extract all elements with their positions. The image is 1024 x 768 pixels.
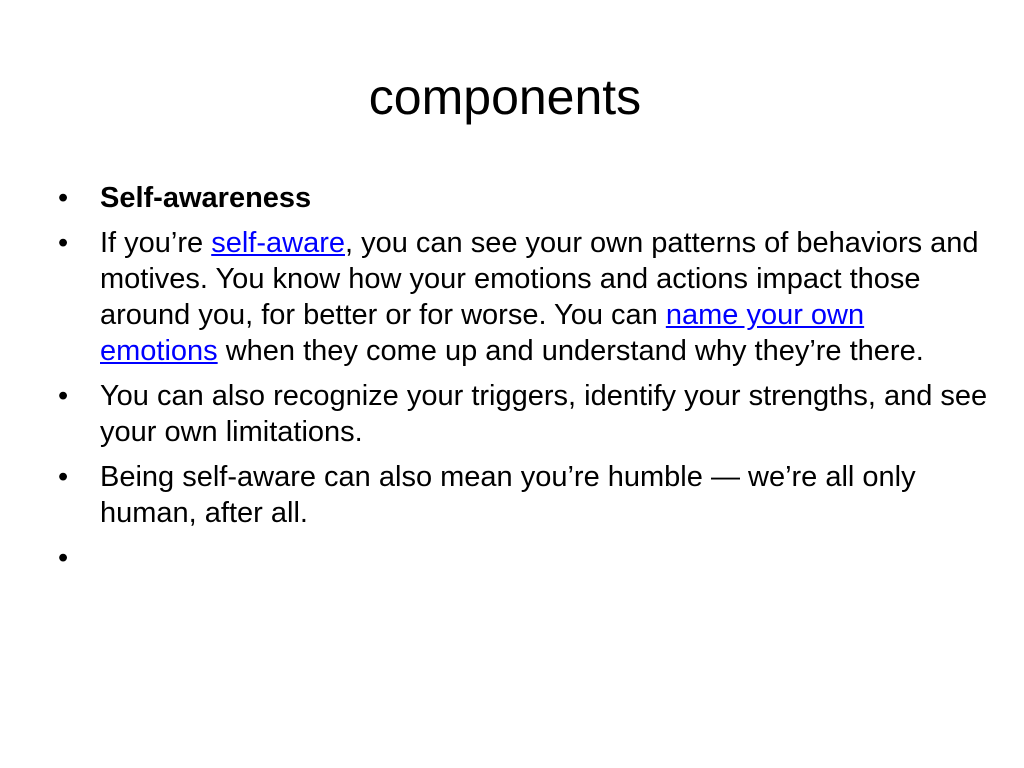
slide-title: components bbox=[368, 69, 642, 125]
bullet-item-humble bbox=[58, 459, 988, 531]
bullet-item-self-awareness bbox=[58, 180, 988, 216]
bullet-item-empty bbox=[58, 540, 988, 576]
name-your-own-emotions-link[interactable]: name your own emotions bbox=[100, 299, 865, 367]
bullet-text: , you can see your own patterns of behaviors and motives. You know how your emotions and actions impact those around you, for better or for worse. You can bbox=[100, 227, 979, 331]
bullet-list bbox=[58, 180, 988, 585]
bullet-text: Being self-aware can also mean you’re humble — we’re all only human, after all. bbox=[100, 461, 916, 529]
self-aware-link[interactable]: self-aware bbox=[211, 227, 345, 259]
bullet-heading: Self-awareness bbox=[100, 182, 312, 214]
bullet-text: If you’re bbox=[100, 227, 212, 259]
bullet-item-triggers bbox=[58, 378, 988, 450]
bullet-item-self-aware-definition bbox=[58, 225, 988, 369]
bullet-text: You can also recognize your triggers, identify your strengths, and see your own limitations. bbox=[100, 380, 988, 448]
bullet-text: when they come up and understand why they’re there. bbox=[217, 335, 924, 367]
